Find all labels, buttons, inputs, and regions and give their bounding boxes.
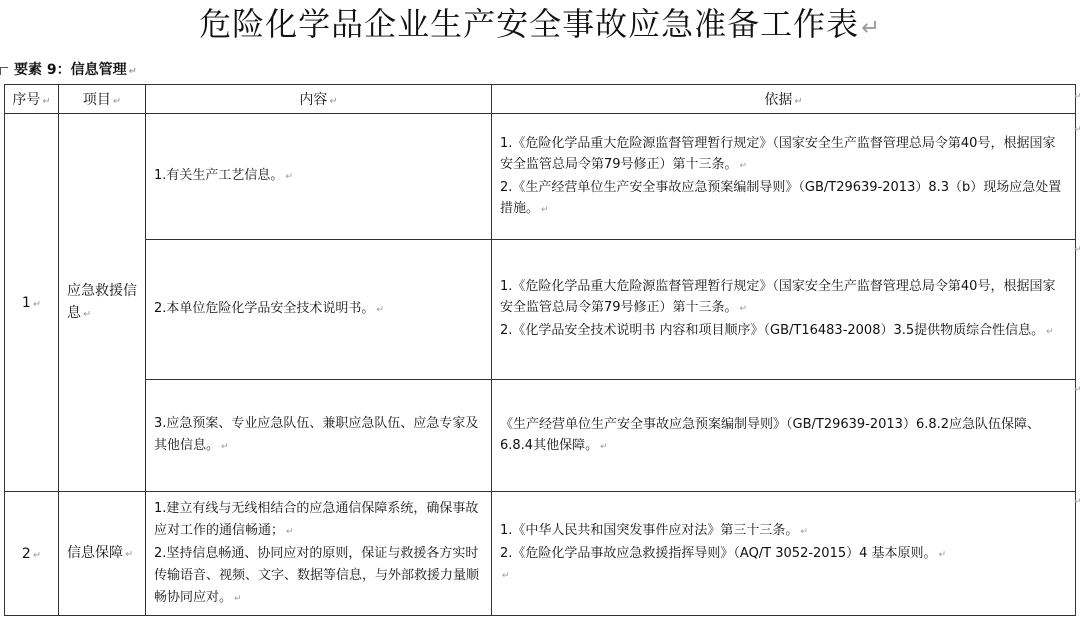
table-row <box>5 114 1076 240</box>
item-cell: 应急救援信息 ↵ <box>59 114 146 492</box>
page-title: 危险化学品企业生产安全事故应急准备工作表↵ <box>199 5 881 43</box>
row-number-cell: 1 ↵ <box>5 114 59 492</box>
table-row <box>5 492 1076 616</box>
basis-line: 1.《危险化学品重大危险源监督管理暂行规定》（国家安全生产监督管理总局令第40号，根据国家安全监管总局令第79号修正）第十三条。 ↵ <box>500 135 1056 172</box>
basis-cell <box>492 380 1076 492</box>
header-num: 序号 ↵ <box>5 85 59 114</box>
paragraph-mark: ↵ <box>861 15 881 41</box>
basis-cell <box>492 114 1076 240</box>
content-cell <box>146 492 492 616</box>
basis-cell <box>492 492 1076 616</box>
header-basis: 依据 ↵ <box>492 85 1076 114</box>
content-line: 2.坚持信息畅通、协同应对的原则，保证与救援各方实时传输语音、视频、文字、数据等信息，与外部救援力量顺畅协同应对。 ↵ <box>154 545 480 605</box>
basis-line: 1.《中华人民共和国突发事件应对法》第三十三条。 ↵ <box>500 523 809 538</box>
table-row <box>5 240 1076 380</box>
section-heading: 要素 9：信息管理 ↵ <box>14 62 137 78</box>
basis-line: 2.《生产经营单位生产安全事故应急预案编制导则》（GB/T29639-2013）8.3（b）现场应急处置措施。 ↵ <box>500 179 1062 216</box>
basis-line: 1.《危险化学品重大危险源监督管理暂行规定》（国家安全生产监督管理总局令第40号，根据国家安全监管总局令第79号修正）第十三条。 ↵ <box>500 279 1056 315</box>
basis-cell <box>492 240 1076 380</box>
paragraph-mark: ↵ <box>1074 92 1082 102</box>
row-number-cell: 2 ↵ <box>5 492 59 616</box>
header-item: 项目 ↵ <box>59 85 146 114</box>
paragraph-mark: ↵ <box>128 66 137 77</box>
paragraph-mark: ↵ <box>1074 245 1082 255</box>
content-cell: 3.应急预案、专业应急队伍、兼职应急队伍、应急专家及其他信息。 ↵ <box>146 380 492 492</box>
paragraph-mark: ↵ <box>502 571 510 581</box>
basis-line: 2.《化学品安全技术说明书 内容和项目顺序》（GB/T16483-2008）3.5提供物质综合性信息。 ↵ <box>500 323 1054 338</box>
margin-corner-mark <box>0 67 8 75</box>
basis-line: 2.《危险化学品事故应急救援指挥导则》（AQ/T 3052-2015）4 基本原则。 ↵ <box>500 546 947 561</box>
paragraph-mark: ↵ <box>1074 497 1082 507</box>
content-cell: 2.本单位危险化学品安全技术说明书。 ↵ <box>146 240 492 380</box>
content-cell: 1.有关生产工艺信息。 ↵ <box>146 114 492 240</box>
paragraph-mark: ↵ <box>1074 385 1082 395</box>
basis-line: 《生产经营单位生产安全事故应急预案编制导则》（GB/T29639-2013）6.8.2应急队伍保障、6.8.4其他保障。 ↵ <box>500 416 1041 453</box>
header-content: 内容 ↵ <box>146 85 492 114</box>
table-row <box>5 380 1076 492</box>
work-table <box>4 84 1076 616</box>
paragraph-mark: ↵ <box>1074 125 1082 135</box>
content-line: 1.建立有线与无线相结合的应急通信保障系统，确保事故应对工作的通信畅通； ↵ <box>154 500 479 538</box>
table-header-row <box>5 85 1076 114</box>
item-cell: 信息保障 ↵ <box>59 492 146 616</box>
